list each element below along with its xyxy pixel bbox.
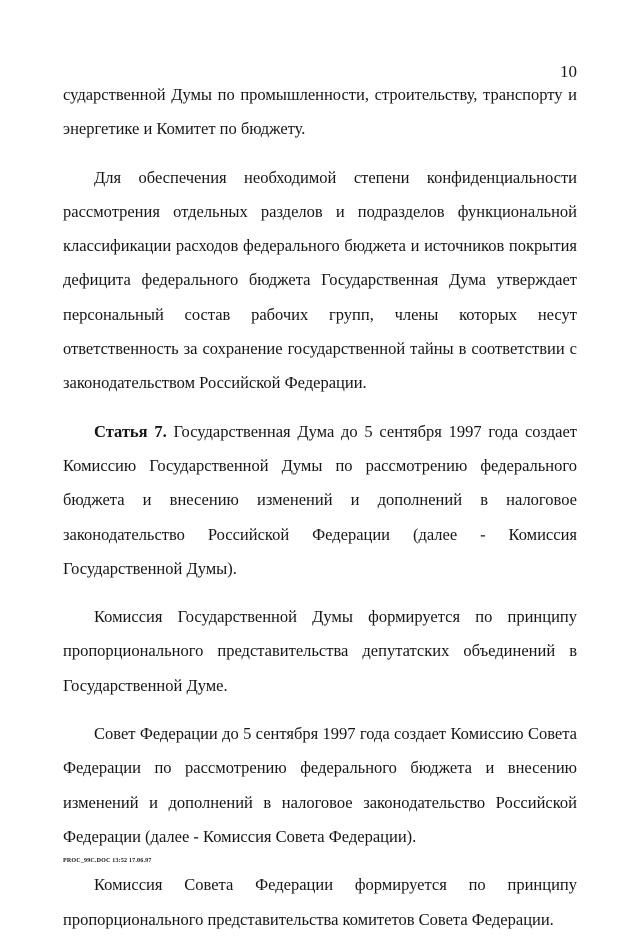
- paragraph-council-commission: Комиссия Совета Федерации формируется по принципу пропорционального представительства комитетов Совета Федерации.: [63, 875, 577, 929]
- file-footer: PROC_99C.DOC 13:52 17.06.97: [63, 858, 152, 864]
- article-label: Статья 7.: [94, 421, 167, 441]
- paragraph-federation-council: Совет Федерации до 5 сентября 1997 года создает Комиссию Совета Федерации по рассмотрению федерального бюджета и внесению изменений и дополнений в налоговое законодательство Российской Федерации (далее - Комиссия Совета Федерации).: [63, 724, 577, 846]
- article-text: Государственная Дума до 5 сентября 1997 года создает Комиссию Государственной Думы по рассмотрению федерального бюджета и внесению изменений и дополнений в налоговое законодательство Российской Федерации (далее - Комиссия Государственной Думы).: [63, 421, 577, 578]
- page-number: 10: [560, 62, 577, 81]
- paragraph-duma-commission: Комиссия Государственной Думы формируется по принципу пропорционального представительства депутатских объединений в Государственной Думе.: [63, 607, 577, 695]
- paragraph-article-7: [63, 415, 577, 586]
- paragraph-continuation: сударственной Думы по промышленности, строительству, транспорту и энергетике и Комитет по бюджету.: [63, 85, 577, 139]
- document-body: [63, 78, 577, 937]
- paragraph-confidentiality: Для обеспечения необходимой степени конфиденциальности рассмотрения отдельных разделов и подразделов функциональной классификации расходов федерального бюджета и источников покрытия дефицита федерального бюджета Государственная Дума утверждает персональный состав рабочих групп, члены которых несут ответственность за сохранение государственной тайны в соответствии с законодательством Российской Федерации.: [63, 167, 577, 393]
